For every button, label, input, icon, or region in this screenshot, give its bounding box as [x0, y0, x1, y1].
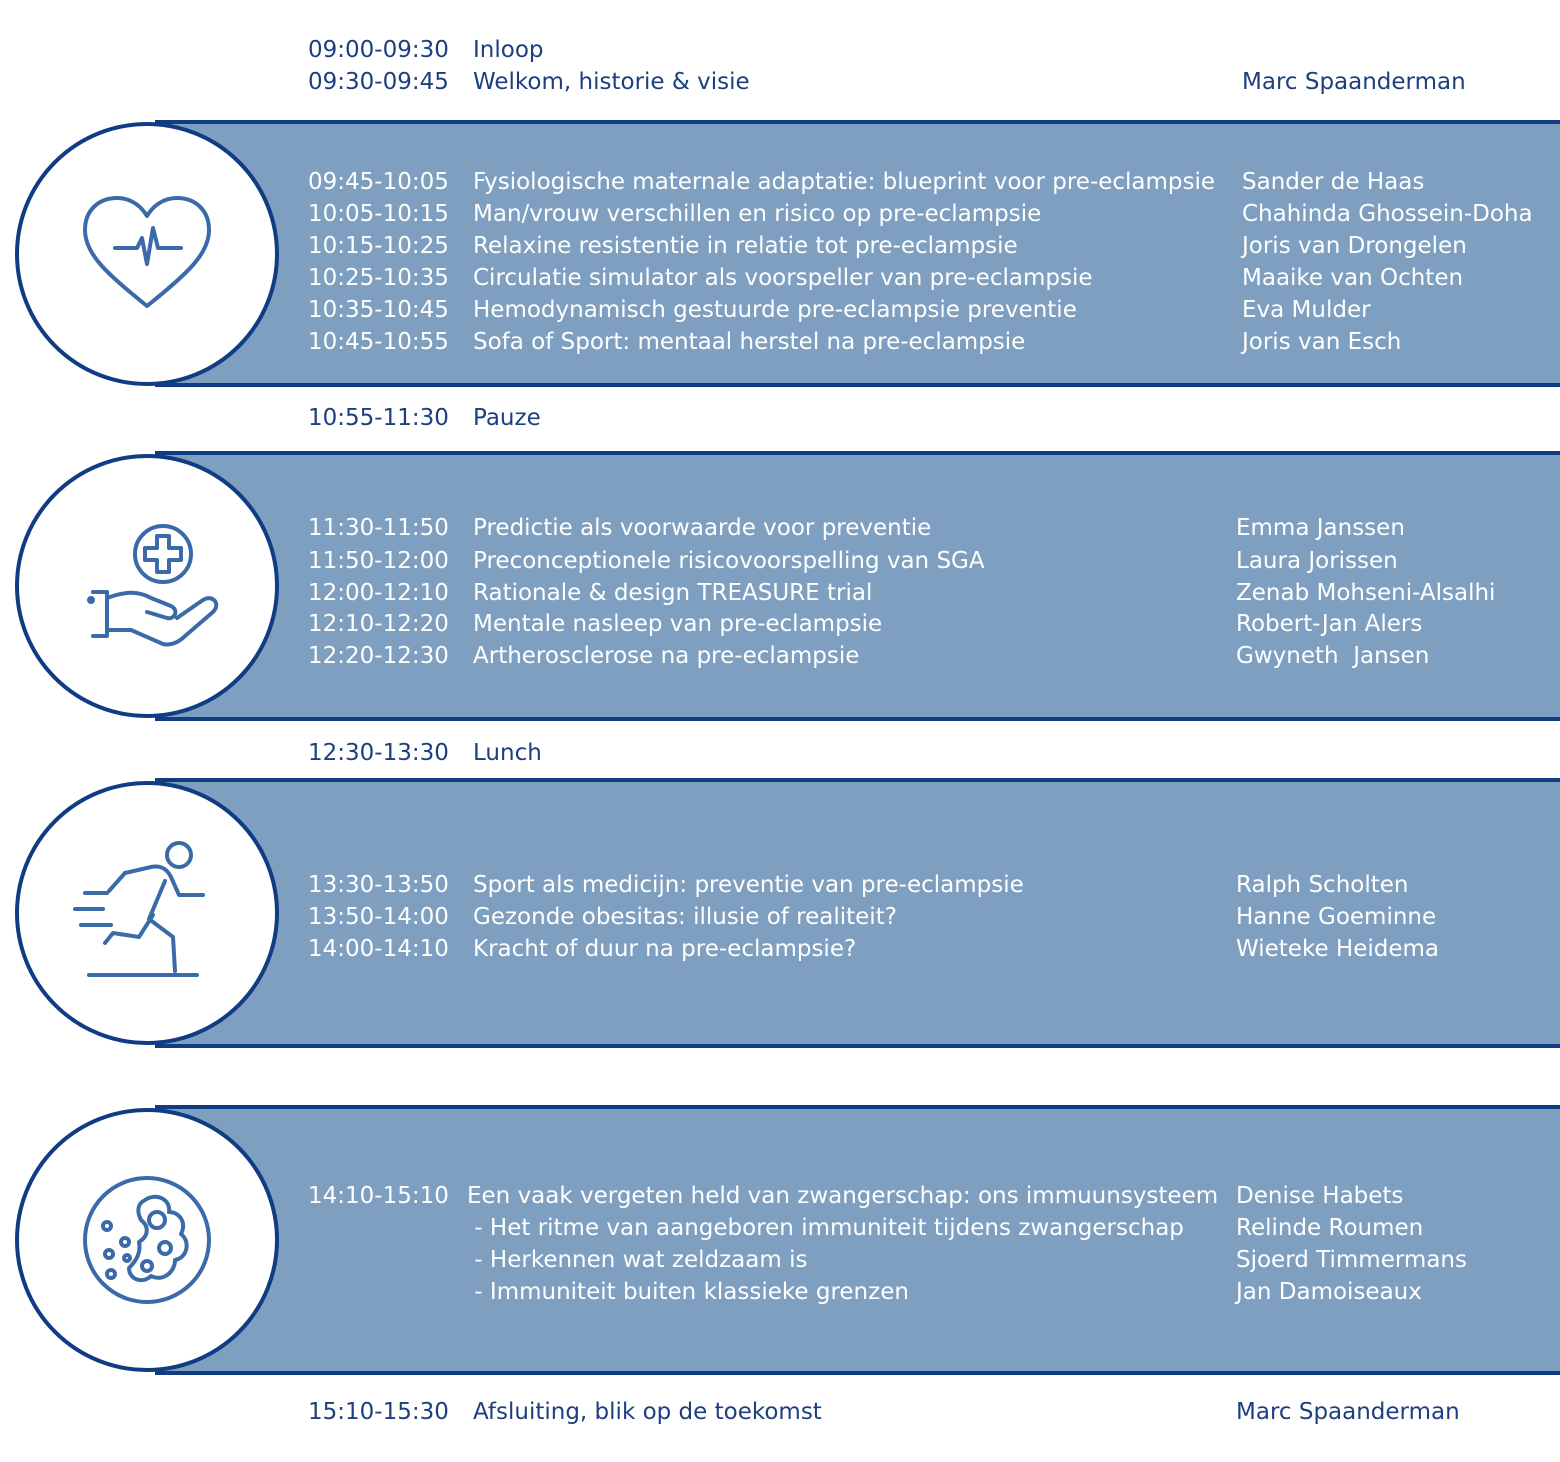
time-slot: 10:25-10:35 — [308, 265, 449, 291]
time-slot: 12:20-12:30 — [308, 643, 449, 669]
schedule-row — [155, 1276, 1560, 1308]
icon-circle — [15, 454, 279, 718]
time-slot: 15:10-15:30 — [308, 1399, 449, 1425]
schedule-row — [155, 326, 1560, 358]
session-block-2 — [155, 451, 1560, 721]
time-slot: 09:45-10:05 — [308, 169, 449, 195]
session-title: Een vaak vergeten held van zwangerschap: ons immuunsysteem — [467, 1183, 1219, 1209]
time-slot: 13:30-13:50 — [308, 872, 449, 898]
speaker-name: Maaike van Ochten — [1242, 265, 1464, 291]
speaker-name: Denise Habets — [1236, 1183, 1404, 1209]
speaker-name: Relinde Roumen — [1236, 1215, 1424, 1241]
session-title: Afsluiting, blik op de toekomst — [473, 1399, 822, 1425]
session-title: Preconceptionele risicovoorspelling van SGA — [473, 548, 985, 574]
session-title: Man/vrouw verschillen en risico op pre-eclampsie — [473, 201, 1042, 227]
session-block-3 — [155, 778, 1560, 1048]
schedule-row — [155, 608, 1560, 640]
session-title: Relaxine resistentie in relatie tot pre-eclampsie — [473, 233, 1018, 259]
speaker-name: Marc Spaanderman — [1236, 1399, 1460, 1425]
speaker-name: Hanne Goeminne — [1236, 904, 1437, 930]
schedule-row — [155, 166, 1560, 198]
icon-circle — [15, 122, 279, 386]
schedule-row — [0, 1396, 1560, 1428]
schedule-row — [155, 198, 1560, 230]
running-person-icon — [67, 833, 227, 993]
schedule-row — [155, 933, 1560, 965]
session-title: Sport als medicijn: preventie van pre-eclampsie — [473, 872, 1024, 898]
time-slot: 12:30-13:30 — [308, 740, 449, 766]
session-block-1 — [155, 120, 1560, 387]
time-slot: 14:00-14:10 — [308, 936, 449, 962]
schedule-row — [0, 737, 1560, 769]
schedule-row — [155, 545, 1560, 577]
time-slot: 09:00-09:30 — [308, 37, 449, 63]
time-slot: 11:30-11:50 — [308, 515, 449, 541]
session-title: Pauze — [473, 405, 541, 431]
speaker-name: Sander de Haas — [1242, 169, 1425, 195]
session-title: Sofa of Sport: mentaal herstel na pre-eclampsie — [473, 329, 1026, 355]
immune-cell-icon — [67, 1160, 227, 1320]
schedule-row — [155, 869, 1560, 901]
schedule-row — [155, 294, 1560, 326]
schedule-row — [155, 230, 1560, 262]
heart-pulse-icon — [67, 174, 227, 334]
session-subtitle: - Het ritme van aangeboren immuniteit tijdens zwangerschap — [467, 1215, 1184, 1241]
schedule-row — [155, 262, 1560, 294]
session-title: Circulatie simulator als voorspeller van pre-eclampsie — [473, 265, 1093, 291]
session-title: Gezonde obesitas: illusie of realiteit? — [473, 904, 897, 930]
time-slot: 12:10-12:20 — [308, 611, 449, 637]
speaker-name: Robert-Jan Alers — [1236, 611, 1423, 637]
speaker-name: Laura Jorissen — [1236, 548, 1398, 574]
time-slot: 09:30-09:45 — [308, 69, 449, 95]
schedule-row — [0, 402, 1560, 434]
session-title: Welkom, historie & visie — [473, 69, 750, 95]
session-title: Kracht of duur na pre-eclampsie? — [473, 936, 857, 962]
speaker-name: Eva Mulder — [1242, 297, 1371, 323]
schedule-row — [155, 577, 1560, 609]
speaker-name: Gwyneth Jansen — [1236, 643, 1430, 669]
session-title: Hemodynamisch gestuurde pre-eclampsie preventie — [473, 297, 1077, 323]
icon-circle — [15, 1108, 279, 1372]
speaker-name: Joris van Esch — [1242, 329, 1402, 355]
session-title: Artherosclerose na pre-eclampsie — [473, 643, 860, 669]
icon-circle — [15, 781, 279, 1045]
session-title: Mentale nasleep van pre-eclampsie — [473, 611, 883, 637]
session-title: Inloop — [473, 37, 544, 63]
speaker-name: Chahinda Ghossein-Doha — [1242, 201, 1533, 227]
speaker-name: Ralph Scholten — [1236, 872, 1409, 898]
time-slot: 12:00-12:10 — [308, 580, 449, 606]
session-title: Fysiologische maternale adaptatie: blueprint voor pre-eclampsie — [473, 169, 1216, 195]
time-slot: 11:50-12:00 — [308, 548, 449, 574]
time-slot: 10:05-10:15 — [308, 201, 449, 227]
time-slot: 10:45-10:55 — [308, 329, 449, 355]
time-slot: 10:15-10:25 — [308, 233, 449, 259]
schedule-row — [155, 901, 1560, 933]
speaker-name: Zenab Mohseni-Alsalhi — [1236, 580, 1496, 606]
speaker-name: Sjoerd Timmermans — [1236, 1247, 1467, 1273]
session-subtitle: - Immuniteit buiten klassieke grenzen — [467, 1279, 909, 1305]
session-title: Rationale & design TREASURE trial — [473, 580, 873, 606]
schedule-row — [155, 512, 1560, 544]
time-slot: 10:35-10:45 — [308, 297, 449, 323]
schedule-row — [0, 66, 1560, 98]
schedule-row — [155, 1244, 1560, 1276]
time-slot: 10:55-11:30 — [308, 405, 449, 431]
session-title: Predictie als voorwaarde voor preventie — [473, 515, 932, 541]
speaker-name: Marc Spaanderman — [1242, 69, 1466, 95]
schedule-row — [155, 640, 1560, 672]
schedule-row — [0, 34, 1560, 66]
time-slot: 14:10-15:10 — [308, 1183, 449, 1209]
speaker-name: Jan Damoiseaux — [1236, 1279, 1422, 1305]
speaker-name: Emma Janssen — [1236, 515, 1405, 541]
speaker-name: Joris van Drongelen — [1242, 233, 1467, 259]
schedule-row — [155, 1212, 1560, 1244]
schedule-row — [155, 1180, 1560, 1212]
speaker-name: Wieteke Heidema — [1236, 936, 1439, 962]
session-block-4 — [155, 1105, 1560, 1375]
session-title: Lunch — [473, 740, 542, 766]
session-subtitle: - Herkennen wat zeldzaam is — [467, 1247, 808, 1273]
time-slot: 13:50-14:00 — [308, 904, 449, 930]
hand-medical-cross-icon — [67, 506, 227, 666]
